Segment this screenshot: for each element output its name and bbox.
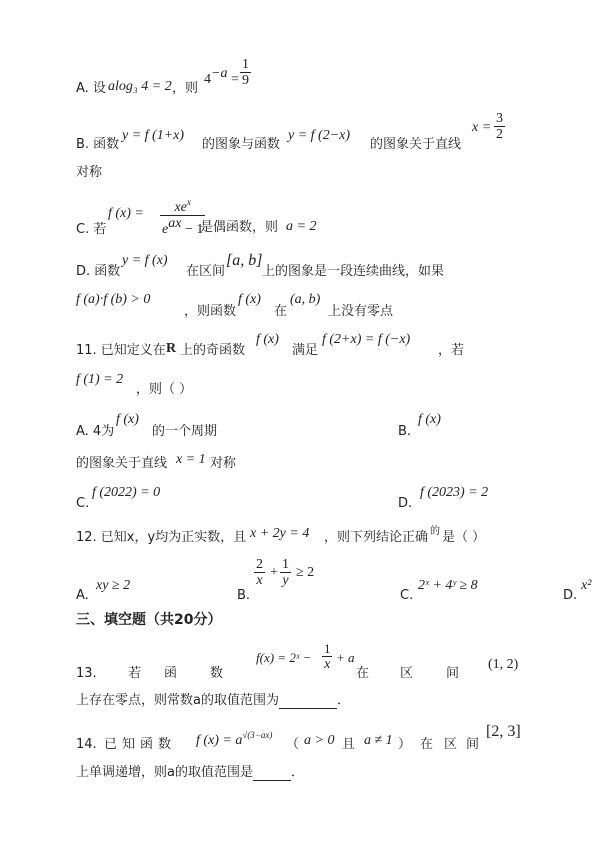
- q14-word2: 知: [122, 737, 136, 752]
- fraction-numerator: 1: [282, 557, 289, 572]
- q11-condition2: f (1) = 2: [76, 372, 124, 387]
- option-a-sep: ，则: [172, 81, 199, 96]
- q12-option-d-expr: x²: [581, 578, 592, 593]
- q14-func: f $(x) = a^{√(3-ax)}$: [196, 730, 273, 748]
- q13-func-tail: + a: [336, 650, 355, 665]
- fraction-numerator: 3: [496, 111, 503, 126]
- option-b-text1: 的图象与函数: [202, 137, 281, 152]
- q12-option-c-expr: 2ˣ + 4ʸ ≥ 8: [418, 578, 478, 593]
- q11-option-d-label: D.: [398, 496, 413, 511]
- q13-word1: 若: [128, 666, 142, 681]
- option-c-func: f (x) =: [108, 206, 144, 221]
- q14-word5: 在: [420, 737, 434, 752]
- option-b-x: x =: [472, 120, 492, 135]
- option-a-power: $4^{-a}$ =: [204, 66, 239, 87]
- section-title: 三、填空题（共20分）: [76, 612, 222, 628]
- q11-text3: ，若: [438, 343, 465, 358]
- q14-paren-open: （: [286, 737, 300, 752]
- q11-option-b-line2a: 的图象关于直线: [76, 456, 168, 471]
- option-d-open-interval: (a, b): [290, 292, 321, 307]
- option-b-line2: 对称: [76, 165, 103, 180]
- q12-option-a-expr: xy ≥ 2: [96, 578, 131, 593]
- q12-label: 12. 已知x，y均为正实数，且: [76, 530, 247, 545]
- fraction-denominator: 2: [496, 127, 503, 142]
- option-d-text3: ，则函数: [184, 304, 237, 319]
- q12-text1: ，则下列结论正确: [324, 530, 429, 545]
- q12-condition: x + 2y = 4: [250, 526, 310, 541]
- q11-real-set: R: [166, 341, 177, 356]
- q12-option-b-tail: ≥ 2: [296, 565, 315, 580]
- q11-option-a-text: 的一个周期: [152, 424, 218, 439]
- option-a-fraction: [240, 57, 251, 88]
- q14-interval: [2, 3]: [486, 723, 521, 740]
- fraction-denominator: x: [324, 657, 331, 672]
- option-d-text1: 在区间: [186, 264, 226, 279]
- fraction-numerator: $xe^x$: [174, 197, 191, 215]
- option-c-fraction: [160, 195, 205, 237]
- q14-and: 且: [342, 737, 356, 752]
- q12-option-c-label: C.: [400, 588, 414, 603]
- q11-text1: 上的奇函数: [180, 343, 246, 358]
- q11-option-c-label: C.: [76, 496, 90, 511]
- q12-text2: 是（ ）: [442, 530, 486, 545]
- q11-ask: ，则（ ）: [136, 382, 193, 397]
- q11-option-b-label: B.: [398, 424, 412, 439]
- q11-option-a-fx: f (x): [116, 412, 139, 427]
- fraction-numerator: 1: [324, 641, 331, 656]
- q11-option-c-expr: f (2022) = 0: [92, 485, 161, 500]
- answer-blank[interactable]: [279, 694, 337, 709]
- q11-option-b-line2b: x = 1: [176, 452, 206, 467]
- option-d-func: y = f (x): [122, 253, 168, 268]
- q13-word3: 数: [210, 666, 224, 681]
- option-b-text2: 的图象关于直线: [370, 137, 462, 152]
- q13-word6: 间: [446, 666, 460, 681]
- q11-option-d-expr: f (2023) = 2: [420, 485, 489, 500]
- option-b-fraction: [494, 111, 505, 142]
- option-d-text5: 上没有零点: [328, 304, 394, 319]
- q12-option-b-fraction1: [254, 557, 265, 588]
- q11-option-b-fx: f (x): [418, 412, 441, 427]
- q14-line2: 上单调递增，则a的取值范围是 ．: [76, 765, 304, 780]
- q11-option-a-label: A. 4为: [76, 424, 115, 439]
- q13-fraction: [322, 641, 333, 672]
- option-d-condition: f (a)·f (b) > 0: [76, 292, 151, 307]
- q13-interval: (1, 2): [488, 657, 519, 672]
- q13-func: f(x) = 2ˣ −: [256, 650, 312, 665]
- fraction-denominator: y: [282, 573, 289, 588]
- q14-word3: 函: [140, 737, 154, 752]
- option-c-result: a = 2: [286, 219, 317, 234]
- answer-blank[interactable]: [253, 766, 291, 781]
- q12-option-b-plus: +: [270, 565, 278, 580]
- option-d-fx: f (x): [238, 292, 261, 307]
- q12-option-d-label: D.: [563, 588, 578, 603]
- q12-option-b-fraction2: [280, 557, 291, 588]
- fraction-denominator: $e^{ax} - 1$: [162, 216, 204, 237]
- q11-label: 11. 已知定义在: [76, 343, 166, 358]
- q14-paren-close: ）: [398, 737, 412, 752]
- q13-word4: 在: [356, 666, 370, 681]
- q11-option-b-line2c: 对称: [210, 456, 237, 471]
- option-c-label: C. 若: [76, 222, 107, 237]
- option-d-text4: 在: [274, 304, 288, 319]
- option-b-label: B. 函数: [76, 137, 120, 152]
- q14-word6: 区: [444, 737, 458, 752]
- q11-condition: f (2+x) = f (−x): [322, 332, 411, 347]
- option-d-text2: 上的图象是一段连续曲线，如果: [262, 264, 445, 279]
- fraction-numerator: 1: [242, 57, 249, 72]
- option-b-func1: y = f (1+x): [122, 128, 185, 143]
- option-d-interval: [a, b]: [226, 252, 263, 269]
- option-b-func2: y = f (2−x): [288, 128, 351, 143]
- option-a-label: A. 设: [76, 81, 106, 96]
- fraction-denominator: 9: [242, 73, 249, 88]
- q12-option-a-label: A.: [76, 588, 89, 603]
- q14-cond2: a ≠ 1: [364, 733, 393, 748]
- option-c-text: 是偶函数，则: [200, 220, 279, 235]
- q14-word7: 间: [466, 737, 480, 752]
- q14-word4: 数: [158, 737, 172, 752]
- fraction-denominator: x: [256, 573, 263, 588]
- q13-label: 13.: [76, 666, 97, 681]
- q11-text2: 满足: [292, 343, 319, 358]
- q13-line2: 上存在零点，则常数a的取值范围为 ．: [76, 693, 350, 708]
- q12-option-b-label: B.: [237, 588, 251, 603]
- q11-fx: f (x): [256, 332, 279, 347]
- q14-cond1: a > 0: [304, 733, 335, 748]
- q14-label: 14.: [76, 737, 97, 752]
- q13-word2: 函: [164, 666, 178, 681]
- option-d-label: D. 函数: [76, 264, 121, 279]
- q13-word5: 区: [400, 666, 414, 681]
- q12-small-char: 的: [430, 526, 440, 537]
- fraction-numerator: 2: [256, 557, 263, 572]
- option-a-condition: alog₃ 4 = 2: [108, 79, 172, 94]
- q14-word1: 已: [104, 737, 118, 752]
